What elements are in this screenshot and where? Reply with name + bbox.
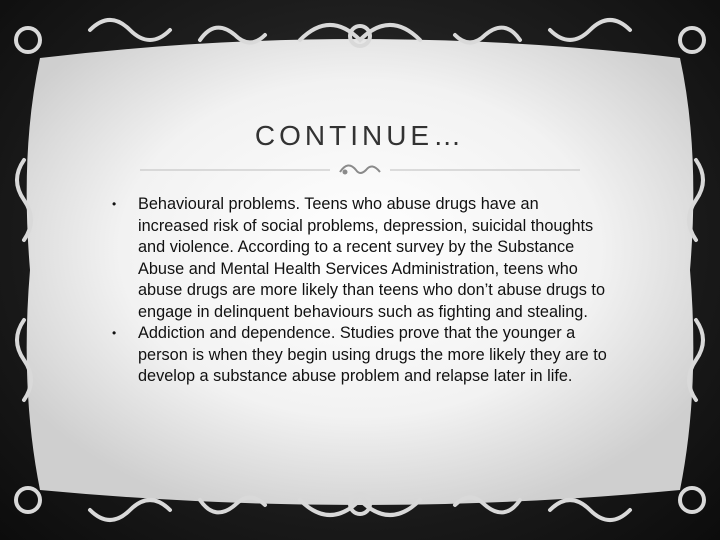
bullet-list bbox=[112, 194, 612, 388]
bullet-icon: • bbox=[112, 326, 117, 340]
top-flourish bbox=[90, 20, 630, 46]
bullet-icon: • bbox=[112, 197, 117, 211]
slide-title: CONTINUE… bbox=[254, 120, 466, 151]
bullet-item bbox=[112, 194, 612, 323]
bullet-item bbox=[112, 323, 612, 388]
bullet-text: Addiction and dependence. Studies prove that the younger a person is when they begin using drugs the more likely they are to develop a substance abuse problem and relapse later in life. bbox=[138, 324, 607, 385]
title-divider bbox=[140, 158, 580, 182]
bullet-text: Behavioural problems. Teens who abuse drugs have an increased risk of social problems, depression, suicidal thoughts and violence. According to a recent survey by the Substance Abuse and Mental Health Services Administration, teens who abuse drugs are more likely than teens who don’t abuse drugs to engage in delinquent behaviours such as fighting and stealing. bbox=[138, 195, 606, 321]
